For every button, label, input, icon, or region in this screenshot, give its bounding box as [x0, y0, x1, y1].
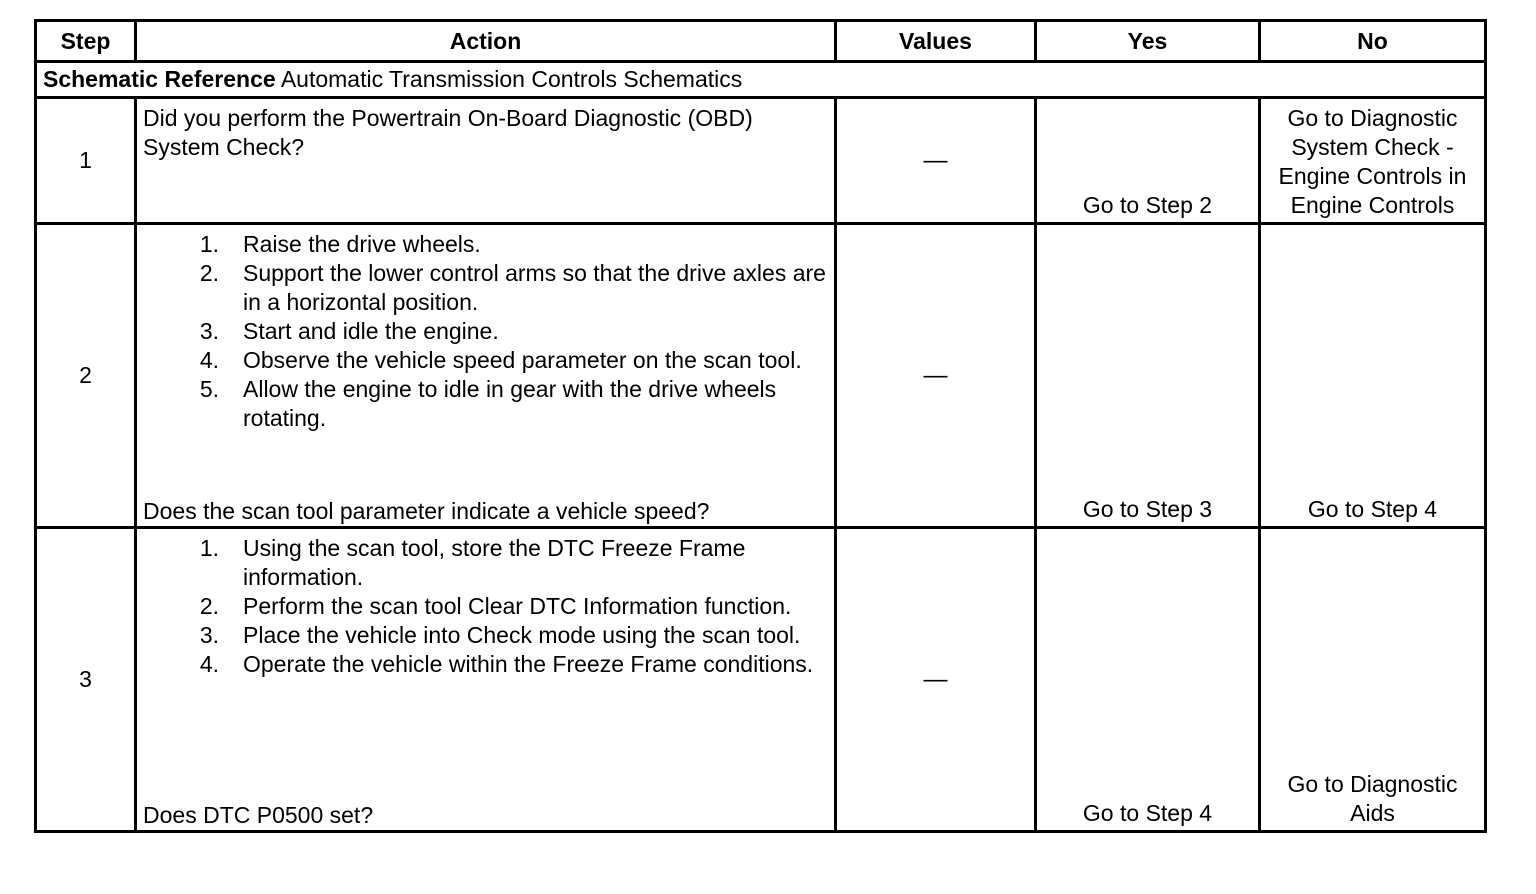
table-row	[36, 224, 1486, 528]
header-action: Action	[136, 21, 836, 62]
header-step: Step	[36, 21, 136, 62]
list-item: 5. Allow the engine to idle in gear with the drive wheels rotating.	[199, 376, 777, 431]
table-row	[36, 98, 1486, 224]
list-item: 3. Start and idle the engine.	[199, 318, 499, 344]
values-cell: —	[836, 98, 1036, 224]
no-link[interactable]: Go to Diagnostic System Check - Engine Controls in Engine Controls	[1260, 98, 1486, 224]
diagnostic-table	[34, 19, 1487, 833]
yes-link[interactable]: Go to Step 2	[1036, 98, 1260, 224]
action-question: Did you perform the Powertrain On-Board Diagnostic (OBD) System Check?	[143, 105, 753, 160]
yes-link[interactable]: Go to Step 4	[1036, 528, 1260, 832]
action-steps-list	[143, 534, 828, 679]
schematic-reference	[36, 62, 1486, 98]
action-cell	[136, 528, 836, 832]
yes-link[interactable]: Go to Step 3	[1036, 224, 1260, 528]
schematic-reference-row	[36, 62, 1486, 98]
header-values: Values	[836, 21, 1036, 62]
table-row	[36, 528, 1486, 832]
list-item: 1. Using the scan tool, store the DTC Freeze Frame information.	[199, 535, 746, 590]
action-question: Does DTC P0500 set?	[143, 802, 374, 828]
list-item: 4. Observe the vehicle speed parameter on the scan tool.	[199, 347, 802, 373]
no-link[interactable]: Go to Diagnostic Aids	[1260, 528, 1486, 832]
schematic-reference-label: Schematic Reference	[43, 66, 276, 92]
step-number: 2	[36, 224, 136, 528]
action-cell	[136, 224, 836, 528]
values-cell: —	[836, 528, 1036, 832]
header-yes: Yes	[1036, 21, 1260, 62]
action-cell	[136, 98, 836, 224]
list-item: 3. Place the vehicle into Check mode using the scan tool.	[199, 622, 801, 648]
action-question: Does the scan tool parameter indicate a vehicle speed?	[143, 498, 710, 524]
step-number: 1	[36, 98, 136, 224]
action-steps-list	[143, 230, 828, 433]
values-cell: —	[836, 224, 1036, 528]
no-link[interactable]: Go to Step 4	[1260, 224, 1486, 528]
list-item: 4. Operate the vehicle within the Freeze Frame conditions.	[199, 651, 814, 677]
step-number: 3	[36, 528, 136, 832]
list-item: 2. Perform the scan tool Clear DTC Information function.	[199, 593, 792, 619]
schematic-reference-text: Automatic Transmission Controls Schematics	[280, 66, 743, 92]
list-item: 1. Raise the drive wheels.	[199, 231, 481, 257]
header-no: No	[1260, 21, 1486, 62]
header-row	[36, 21, 1486, 62]
list-item: 2. Support the lower control arms so that the drive axles are in a horizontal position.	[199, 260, 826, 315]
